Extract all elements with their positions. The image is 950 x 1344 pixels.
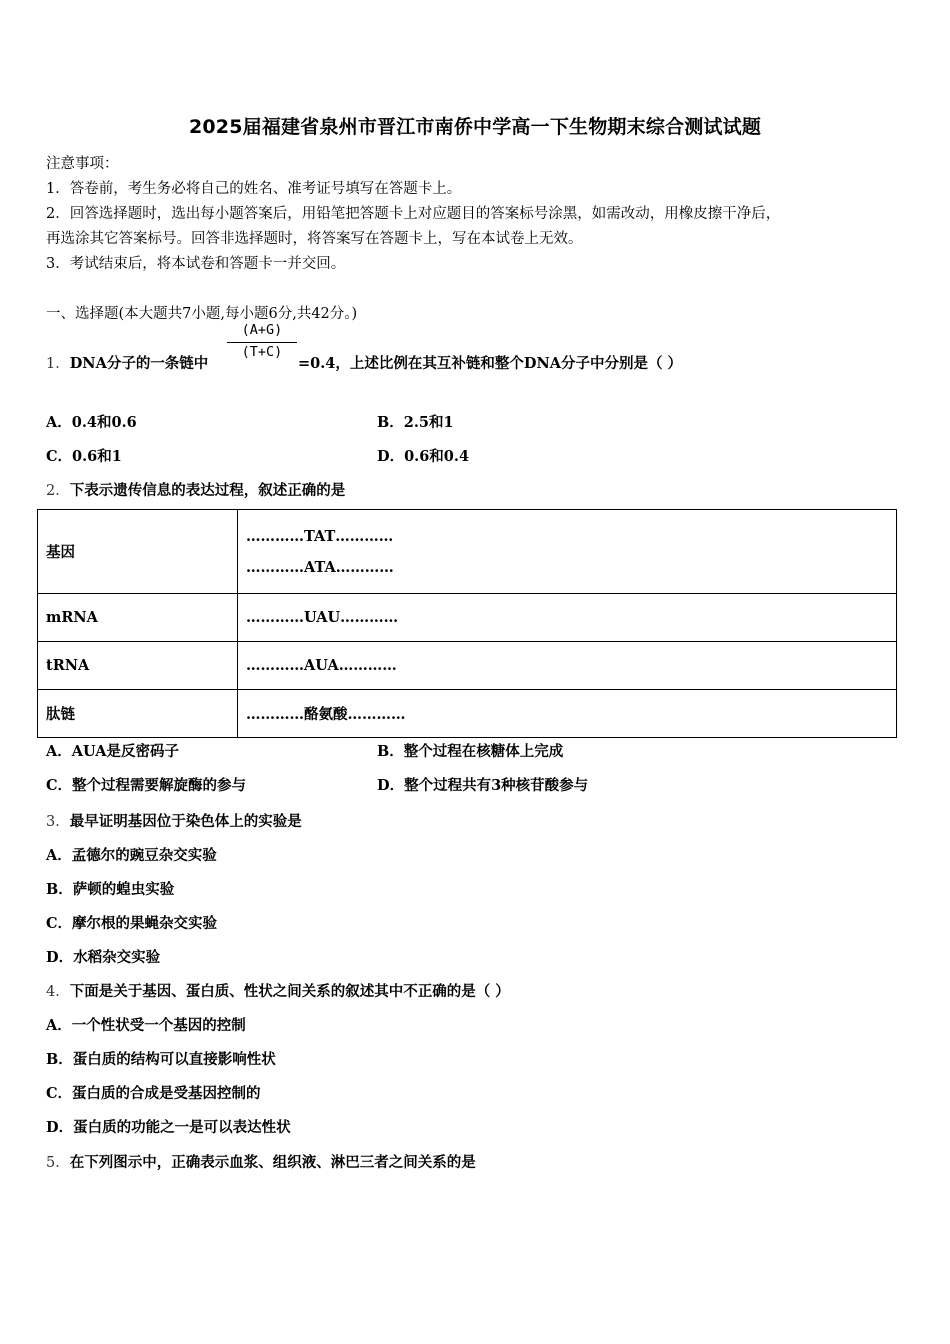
- expression-table: [37, 509, 897, 738]
- notice-item-2: 2．回答选择题时，选出每小题答案后，用铅笔把答题卡上对应题目的答案标号涂黑，如需改动，用橡皮擦干净后，: [46, 206, 781, 222]
- q4-option-b[interactable]: B．蛋白质的结构可以直接影响性状: [46, 1051, 276, 1068]
- question-2: [46, 479, 345, 500]
- q1-option-a[interactable]: A．0.4和0.6: [46, 414, 137, 431]
- peptide-value: …………酪氨酸…………: [238, 690, 897, 738]
- q2-option-b[interactable]: B．整个过程在核糖体上完成: [377, 743, 564, 760]
- fraction-bar: [227, 342, 297, 343]
- question-1-text-before: DNA分子的一条链中: [69, 355, 209, 372]
- question-1-text-after: =0.4，上述比例在其互补链和整个DNA分子中分别是（ ）: [298, 355, 683, 372]
- question-5-number: 5．: [46, 1155, 70, 1171]
- trna-label: tRNA: [38, 642, 238, 690]
- q4-option-c[interactable]: C．蛋白质的合成是受基因控制的: [46, 1085, 261, 1102]
- gene-label: 基因: [38, 510, 238, 594]
- question-4: [46, 980, 510, 1001]
- q3-option-a[interactable]: A．孟德尔的豌豆杂交实验: [46, 847, 217, 864]
- mrna-label: mRNA: [38, 594, 238, 642]
- q2-option-d[interactable]: D．整个过程共有3种核苷酸参与: [377, 777, 589, 794]
- notice-item-3: 3．考试结束后，将本试卷和答题卡一并交回。: [46, 256, 346, 272]
- fraction-denominator: (T+C): [241, 344, 283, 360]
- question-2-number: 2．: [46, 483, 70, 499]
- table-row-mrna: [38, 594, 897, 642]
- peptide-label: 肽链: [38, 690, 238, 738]
- gene-strand-1: …………TAT…………: [246, 527, 394, 545]
- question-3-text: 最早证明基因位于染色体上的实验是: [69, 813, 302, 830]
- question-2-text: 下表示遗传信息的表达过程，叙述正确的是: [69, 482, 346, 499]
- q2-option-a[interactable]: A．AUA是反密码子: [46, 743, 179, 760]
- question-1: [46, 352, 208, 373]
- question-4-number: 4．: [46, 984, 70, 1000]
- q1-option-b[interactable]: B．2.5和1: [377, 414, 454, 431]
- q3-option-b[interactable]: B．萨顿的蝗虫实验: [46, 881, 175, 898]
- table-row-peptide: [38, 690, 897, 738]
- notice-heading: 注意事项：: [46, 156, 119, 172]
- fraction-numerator: (A+G): [241, 322, 283, 338]
- q1-option-c[interactable]: C．0.6和1: [46, 448, 122, 465]
- table-row-trna: [38, 642, 897, 690]
- notice-item-1: 1．答卷前，考生务必将自己的姓名、准考证号填写在答题卡上。: [46, 181, 462, 197]
- question-3-number: 3．: [46, 814, 70, 830]
- question-3: [46, 810, 302, 831]
- table-row-gene: [38, 510, 897, 594]
- gene-value: [238, 510, 897, 594]
- trna-value: …………AUA…………: [238, 642, 897, 690]
- q4-option-d[interactable]: D．蛋白质的功能之一是可以表达性状: [46, 1119, 291, 1136]
- q3-option-d[interactable]: D．水稻杂交实验: [46, 949, 161, 966]
- q3-option-c[interactable]: C．摩尔根的果蝇杂交实验: [46, 915, 218, 932]
- q4-option-a[interactable]: A．一个性状受一个基因的控制: [46, 1017, 246, 1034]
- q2-option-c[interactable]: C．整个过程需要解旋酶的参与: [46, 777, 247, 794]
- question-4-text: 下面是关于基因、蛋白质、性状之间关系的叙述其中不正确的是（ ）: [69, 983, 510, 1000]
- mrna-value: …………UAU…………: [238, 594, 897, 642]
- question-5: [46, 1151, 476, 1172]
- notice-item-2-cont: 再选涂其它答案标号。回答非选择题时，将答案写在答题卡上，写在本试卷上无效。: [46, 231, 583, 247]
- question-5-text: 在下列图示中，正确表示血浆、组织液、淋巴三者之间关系的是: [69, 1154, 476, 1171]
- page-title: 2025届福建省泉州市晋江市南侨中学高一下生物期末综合测试试题: [188, 116, 762, 138]
- gene-strand-2: …………ATA…………: [246, 558, 394, 576]
- q1-option-d[interactable]: D．0.6和0.4: [377, 448, 470, 465]
- section-heading: 一、选择题(本大题共7小题,每小题6分,共42分。): [46, 306, 358, 322]
- question-1-number: 1．: [46, 356, 70, 372]
